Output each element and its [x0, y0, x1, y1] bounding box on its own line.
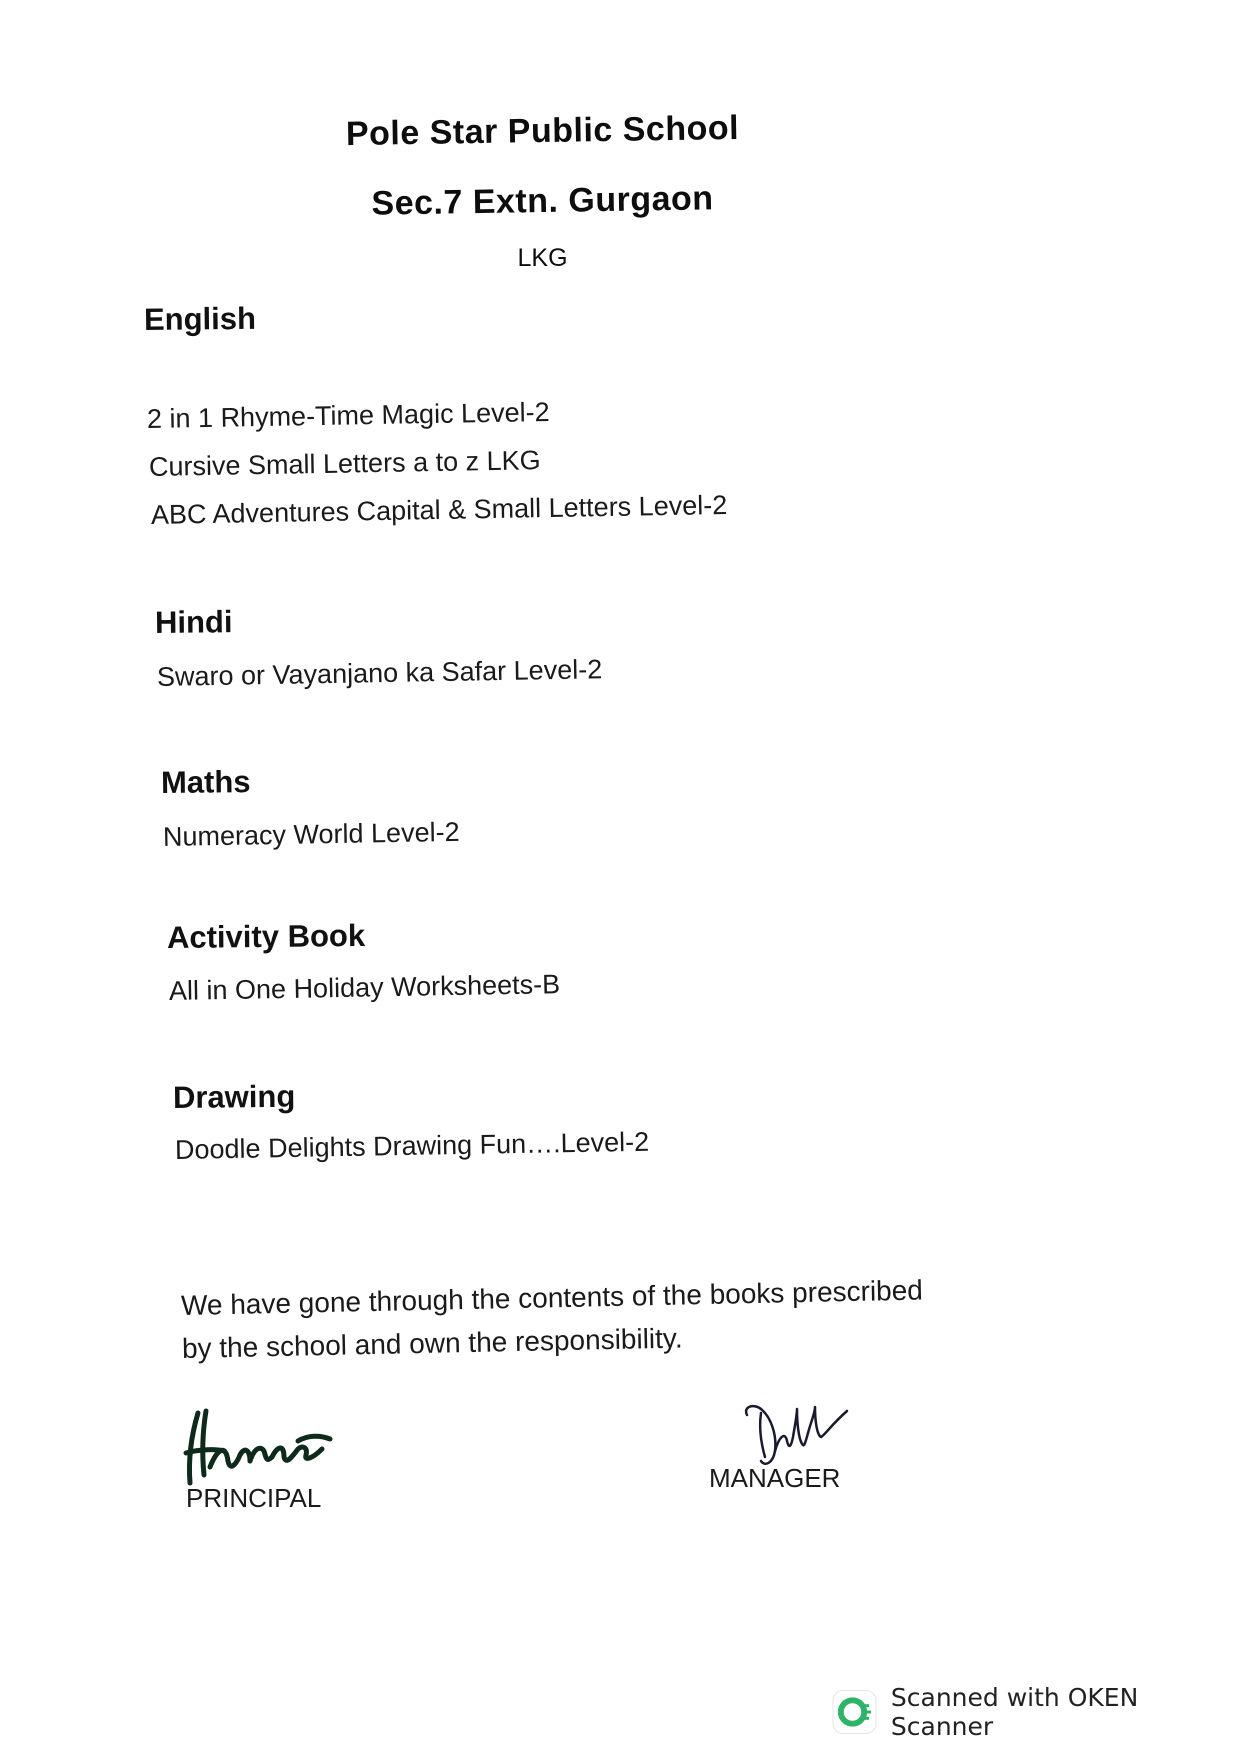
class-label: LKG — [517, 244, 568, 272]
book-item: Swaro or Vayanjano ka Safar Level-2 — [156, 654, 603, 692]
subject-heading-english: English — [143, 300, 257, 337]
subject-heading-maths: Maths — [160, 764, 251, 800]
principal-signature — [180, 1405, 360, 1495]
book-item: Cursive Small Letters a to z LKG — [148, 445, 541, 482]
school-name: Pole Star Public School — [345, 108, 740, 154]
declaration-line-1: We have gone through the contents of the books prescribed — [180, 1274, 924, 1321]
subject-heading-activity-book: Activity Book — [166, 917, 366, 955]
declaration-line-2: by the school and own the responsibility. — [181, 1322, 683, 1364]
oken-scanner-logo-icon — [832, 1689, 877, 1735]
book-item: 2 in 1 Rhyme-Time Magic Level-2 — [146, 396, 550, 434]
school-address: Sec.7 Extn. Gurgaon — [371, 179, 714, 223]
subject-heading-hindi: Hindi — [154, 604, 233, 640]
manager-label: MANAGER — [709, 1463, 841, 1493]
book-item: Doodle Delights Drawing Fun….Level-2 — [174, 1126, 650, 1165]
subject-heading-drawing: Drawing — [172, 1078, 296, 1115]
scanner-watermark — [832, 1683, 1240, 1741]
principal-label: PRINCIPAL — [186, 1483, 322, 1513]
scanner-text: Scanned with OKEN Scanner — [890, 1683, 1139, 1741]
book-item: ABC Adventures Capital & Small Letters Level-2 — [150, 489, 728, 530]
book-item: All in One Holiday Worksheets-B — [168, 969, 561, 1006]
book-item: Numeracy World Level-2 — [162, 816, 460, 852]
